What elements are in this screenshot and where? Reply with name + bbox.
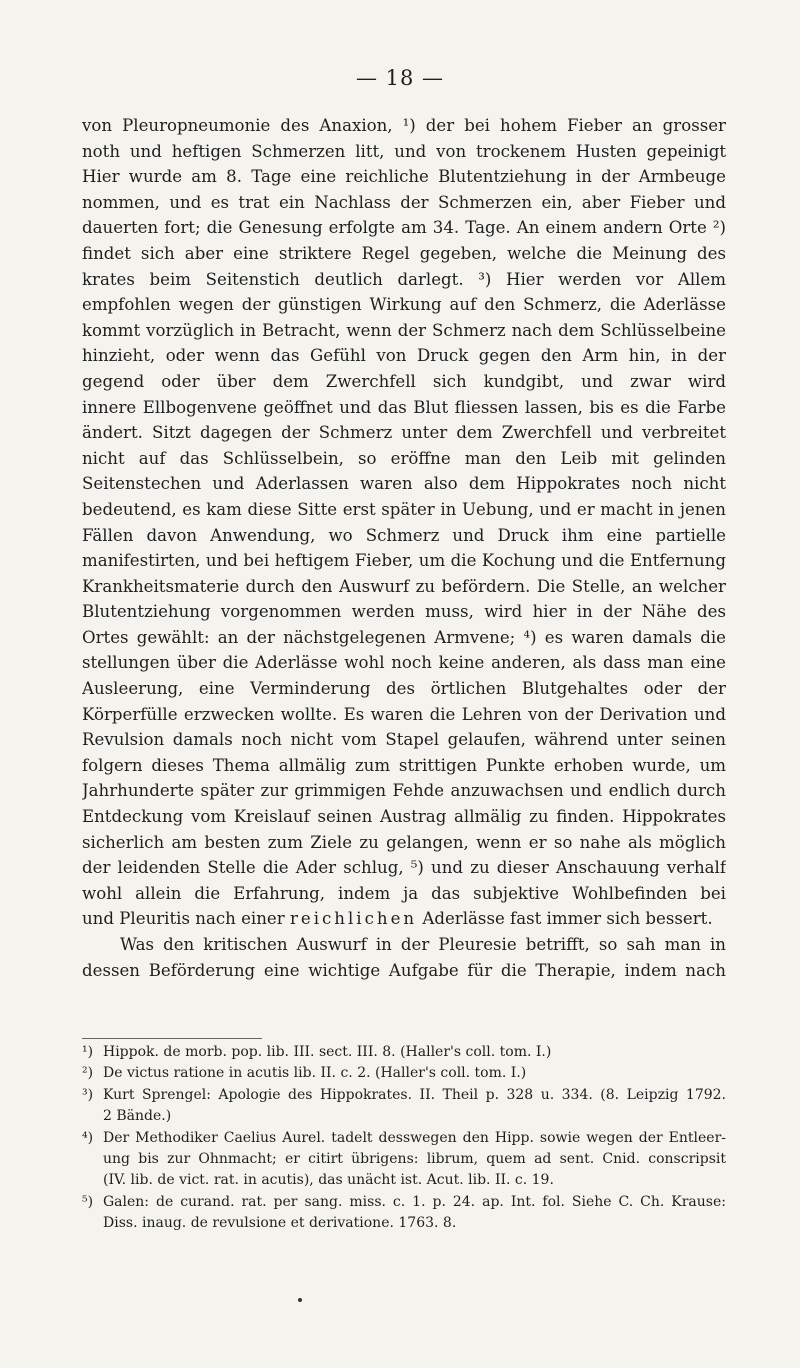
text-line: Was den kritischen Auswurf in der Pleuresie betrifft, so sah man in [120, 935, 726, 954]
text-line: nommen, und es trat ein Nachlass der Schmerzen ein, aber Fieber und [82, 192, 726, 212]
text-line: Fällen davon Anwendung, wo Schmerz und Druck ihm eine partielle [82, 525, 726, 545]
footnote [82, 1042, 726, 1063]
text-line: Blutentziehung vorgenommen werden muss, wird hier in der Nähe des [82, 602, 726, 622]
footnote-line: De victus ratione in acutis lib. II. c. 2. (Haller's coll. tom. I.) [103, 1065, 527, 1082]
text-line: innere Ellbogenvene geöffnet und das Blut fliessen lassen, bis es die Farbe [82, 397, 726, 417]
paragraph-2 [82, 932, 726, 983]
footnote-marker: ¹) [82, 1044, 94, 1060]
footnote-marker: ⁴) [82, 1129, 94, 1146]
footnote-text [82, 1192, 726, 1235]
footnotes [82, 1042, 726, 1235]
text-line: ändert. Sitzt dagegen der Schmerz unter dem Zwerchfell und verbreitet [82, 423, 726, 443]
text-line: bedeutend, es kam diese Sitte erst später in Uebung, und er macht in jenen [82, 499, 726, 519]
footnote-divider [82, 1038, 262, 1039]
footnote-line: Der Methodiker Caelius Aurel. tadelt desswegen den Hipp. sowie wegen der Entleer- [103, 1129, 726, 1146]
footnote-line: Hippok. de morb. pop. lib. III. sect. III. 8. (Haller's coll. tom. I.) [103, 1044, 552, 1060]
text-span: Aderlässe fast immer sich bessert. [417, 909, 713, 929]
text-line: Krankheitsmaterie durch den Auswurf zu befördern. Die Stelle, an welcher [82, 576, 726, 596]
paragraph-1-last-line [82, 906, 726, 932]
text-line: wohl allein die Erfahrung, indem ja das subjektive Wohlbefinden bei [82, 883, 726, 903]
text-line: Ausleerung, eine Verminderung des örtlichen Blutgehaltes oder der [82, 679, 726, 699]
footnote-line: (IV. lib. de vict. rat. in acutis), das unächt ist. Acut. lib. II. c. 19. [103, 1172, 554, 1189]
text-line: Jahrhunderte später zur grimmigen Fehde anzuwachsen und endlich durch [82, 781, 726, 801]
footnote-marker: ²) [82, 1065, 94, 1082]
footnote [82, 1085, 726, 1128]
text-line: folgern dieses Thema allmälig zum strittigen Punkte erhoben wurde, um [82, 755, 726, 775]
ink-speck [298, 1298, 302, 1302]
text-line: Körperfülle erzwecken wollte. Es waren die Lehren von der Derivation und [82, 704, 726, 724]
text-line: Seitenstechen und Aderlassen waren also dem Hippokrates noch nicht [82, 474, 726, 494]
footnote [82, 1192, 726, 1235]
text-line: kommt vorzüglich in Betracht, wenn der Schmerz nach dem Schlüsselbeine [82, 320, 726, 340]
text-line: hinzieht, oder wenn das Gefühl von Druck gegen den Arm hin, in der [82, 346, 726, 366]
text-span: und Pleuritis nach einer [82, 909, 290, 929]
text-line: findet sich aber eine striktere Regel gegeben, welche die Meinung des [82, 243, 726, 263]
footnote-line: Galen: de curand. rat. per sang. miss. c. 1. p. 24. ap. Int. fol. Siehe C. Ch. Krause: [103, 1193, 726, 1210]
text-line: empfohlen wegen der günstigen Wirkung auf den Schmerz, die Aderlässe [82, 295, 726, 315]
footnote-text [82, 1063, 726, 1084]
emphasized-word: reichlichen [289, 909, 418, 929]
text-line: Ortes gewählt: an der nächstgelegenen Armvene; ⁴) es waren damals die [82, 627, 726, 647]
paragraph-1 [82, 113, 726, 906]
text-line: manifestirten, und bei heftigem Fieber, um die Kochung und die Entfernung [82, 551, 726, 571]
footnote-marker: ⁵) [82, 1193, 94, 1210]
text-line: von Pleuropneumonie des Anaxion, ¹) der bei hohem Fieber an grosser [82, 116, 726, 135]
main-text [82, 113, 726, 983]
text-line: Revulsion damals noch nicht vom Stapel gelaufen, während unter seinen [82, 730, 726, 750]
footnote-line: 2 Bände.) [103, 1108, 172, 1125]
footnote [82, 1128, 726, 1192]
text-line: Hier wurde am 8. Tage eine reichliche Blutentziehung in der Armbeuge [82, 167, 726, 187]
footnote-marker: ³) [82, 1086, 94, 1103]
text-line: Entdeckung vom Kreislauf seinen Austrag allmälig zu finden. Hippokrates [82, 807, 726, 827]
text-line: dessen Beförderung eine wichtige Aufgabe für die Therapie, indem nach [82, 960, 726, 980]
text-line: stellungen über die Aderlässe wohl noch keine anderen, als dass man eine [82, 653, 726, 673]
footnote-line: ung bis zur Ohnmacht; er citirt übrigens: librum, quem ad sent. Cnid. conscripsit [103, 1150, 726, 1167]
text-line: dauerten fort; die Genesung erfolgte am 34. Tage. An einem andern Orte ²) [82, 218, 726, 238]
footnote-text [82, 1085, 726, 1128]
footnote-text [82, 1042, 726, 1063]
text-line: der leidenden Stelle die Ader schlug, ⁵) und zu dieser Anschauung verhalf [82, 858, 726, 878]
page-number: — 18 — [355, 66, 445, 90]
footnote-line: Kurt Sprengel: Apologie des Hippokrates. II. Theil p. 328 u. 334. (8. Leipzig 1792. [103, 1086, 726, 1103]
text-line: sicherlich am besten zum Ziele zu gelangen, wenn er so nahe als möglich [82, 832, 726, 852]
text-line: krates beim Seitenstich deutlich darlegt. ³) Hier werden vor Allem [82, 269, 726, 289]
footnote-text [82, 1128, 726, 1192]
footnote [82, 1063, 726, 1084]
text-line: nicht auf das Schlüsselbein, so eröffne man den Leib mit gelinden [82, 448, 726, 468]
text-line: gegend oder über dem Zwerchfell sich kundgibt, und zwar wird [82, 371, 726, 391]
footnote-line: Diss. inaug. de revulsione et derivatione. 1763. 8. [103, 1215, 457, 1232]
text-line: noth und heftigen Schmerzen litt, und von trockenem Husten gepeinigt [82, 141, 726, 161]
